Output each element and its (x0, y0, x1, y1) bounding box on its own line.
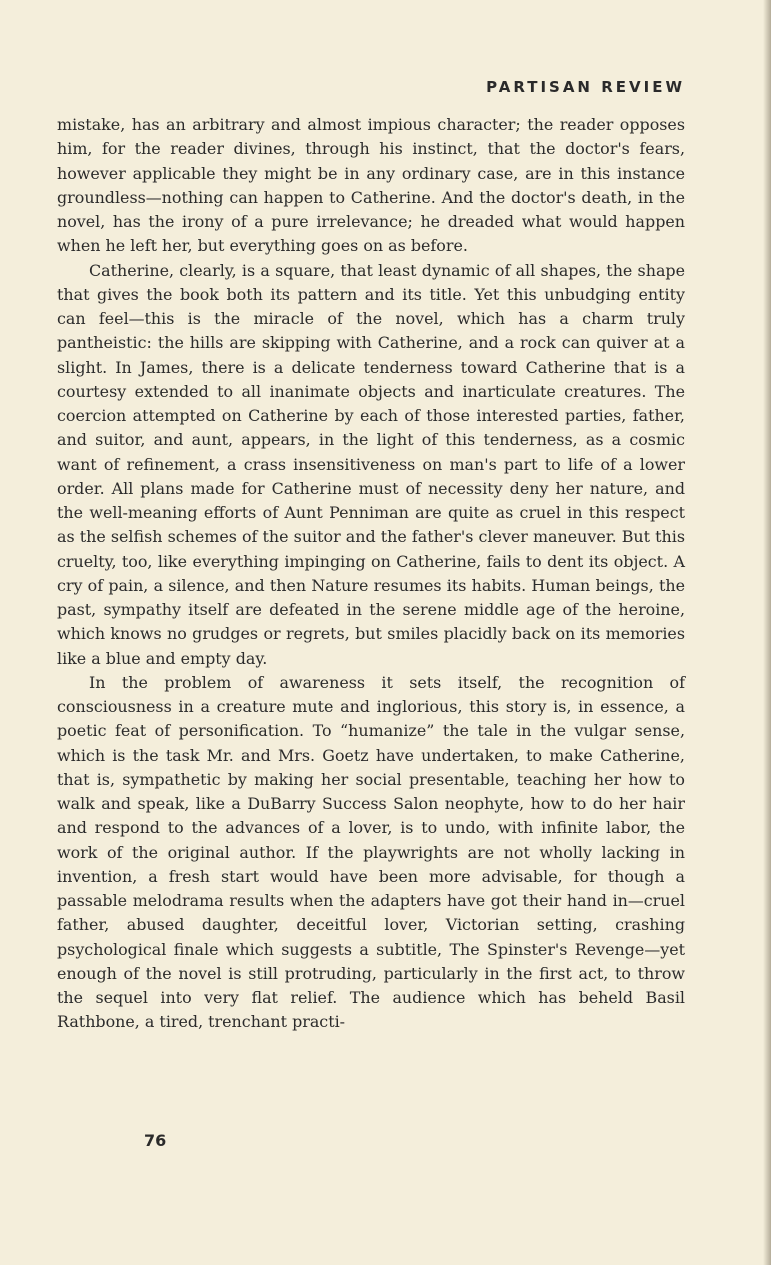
paragraph-2: Catherine, clearly, is a square, that least dynamic of all shapes, the shape that gives the book both its pattern and its title. Yet this unbudging entity can feel—this is the miracle of the novel, which has a charm truly pantheistic: the hills are skipping with Catherine, and a rock can quiver at a slight. In James, there is a delicate tenderness toward Catherine that is a courtesy extended to all inanimate objects and inarticulate creatures. The coercion attempted on Catherine by each of those interested parties, father, and suitor, and aunt, appears, in the light of this tenderness, as a cosmic want of refinement, a crass insensitiveness on man's part to life of a lower order. All plans made for Catherine must of necessity deny her nature, and the well-meaning efforts of Aunt Penniman are quite as cruel in this respect as the selfish schemes of the suitor and the father's clever maneuver. But this cruelty, too, like everything impinging on Catherine, fails to dent its object. A cry of pain, a silence, and then Nature resumes its habits. Human beings, the past, sympathy itself are defeated in the serene middle age of the heroine, which knows no grudges or regrets, but smiles placidly back on its memories like a blue and empty day. (57, 260, 685, 668)
paragraph-1: mistake, has an arbitrary and almost impious character; the reader opposes him, for the reader divines, through his instinct, that the doctor's fears, however applicable they might be in any ordinary case, are in this instance groundless—nothing can happen to Catherine. And the doctor's death, in the novel, has the irony of a pure irrelevance; he dreaded what would happen when he left her, but everything goes on as before. (57, 115, 685, 256)
page-edge-shadow (763, 0, 771, 1265)
body-text (57, 113, 685, 1035)
running-head: PARTISAN REVIEW (486, 78, 685, 96)
page-number: 76 (144, 1131, 167, 1150)
paragraph-3: In the problem of awareness it sets itself, the recognition of consciousness in a creature mute and inglorious, this story is, in essence, a poetic feat of personification. To “humanize” the tale in the vulgar sense, which is the task Mr. and Mrs. Goetz have undertaken, to make Catherine, that is, sympathetic by making her social presentable, teaching her how to walk and speak, like a DuBarry Success Salon neophyte, how to do her hair and respond to the advances of a lover, is to undo, with infinite labor, the work of the original author. If the playwrights are not wholly lacking in invention, a fresh start would have been more advisable, for though a passable melodrama results when the adapters have got their hand in—cruel father, abused daughter, deceitful lover, Victorian setting, crashing psychological finale which suggests a subtitle, The Spinster's Revenge—yet enough of the novel is still protruding, particularly in the first act, to throw the sequel into very flat relief. The audience which has beheld Basil Rathbone, a tired, trenchant practi- (57, 672, 685, 1032)
